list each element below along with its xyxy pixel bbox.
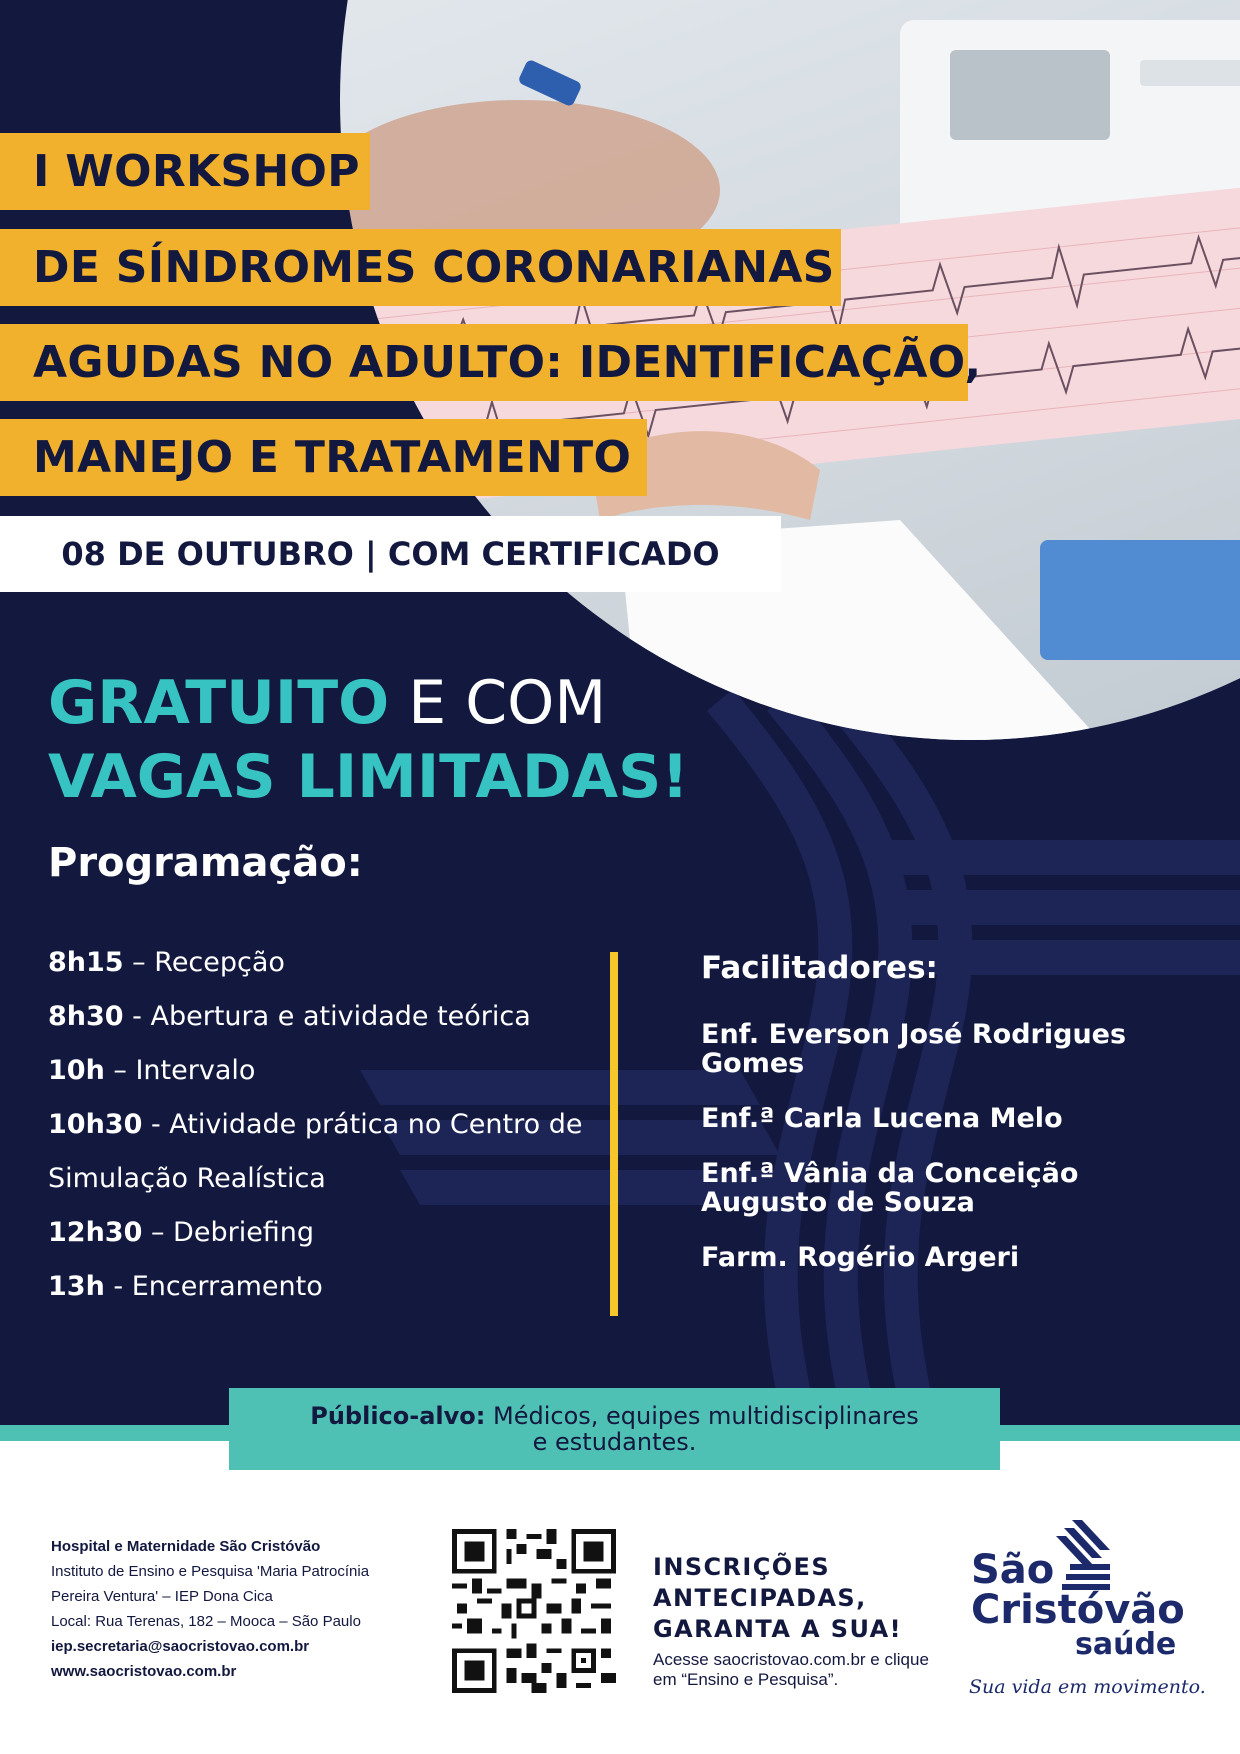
facilitators-title: Facilitadores: <box>701 950 938 986</box>
title-line-3: AGUDAS NO ADULTO: IDENTIFICAÇÃO, <box>0 324 968 401</box>
audience-box <box>229 1388 1000 1470</box>
date-banner: 08 DE OUTUBRO | COM CERTIFICADO <box>0 516 781 592</box>
free-highlight: GRATUITO <box>48 668 390 738</box>
schedule-item: 12h30 – Debriefing <box>48 1217 315 1248</box>
audience-line-1: Público-alvo: Médicos, equipes multidisciplinares <box>310 1402 919 1430</box>
free-headline-line-1 <box>48 668 606 738</box>
facilitator-item: Enf. Everson José Rodrigues Gomes <box>701 1019 1127 1079</box>
facilitator-item: Enf.ª Carla Lucena Melo <box>701 1103 1063 1134</box>
limited-seats-highlight: VAGAS LIMITADAS! <box>48 742 689 812</box>
institution-name: Hospital e Maternidade São Cristóvão <box>51 1538 321 1555</box>
schedule-item: 10h – Intervalo <box>48 1055 256 1086</box>
schedule-item: 13h - Encerramento <box>48 1271 323 1302</box>
schedule-item: 10h30 - Atividade prática no Centro de <box>48 1109 583 1140</box>
schedule-item: Simulação Realística <box>48 1163 326 1194</box>
institute-line: Instituto de Ensino e Pesquisa 'Maria Patrocínia <box>51 1563 370 1580</box>
audience-line-2: e estudantes. <box>532 1428 697 1456</box>
logo-line-1: São <box>971 1547 1055 1593</box>
website-link[interactable]: www.saocristovao.com.br <box>51 1663 237 1680</box>
schedule-item: 8h15 – Recepção <box>48 947 285 978</box>
free-headline-line-2 <box>48 742 689 812</box>
facilitator-item: Enf.ª Vânia da Conceição Augusto de Souza <box>701 1158 1079 1218</box>
free-plain: E COM <box>389 668 607 738</box>
qr-code[interactable] <box>452 1529 616 1693</box>
address: Local: Rua Terenas, 182 – Mooca – São Paulo <box>51 1613 361 1630</box>
title-line-4: MANEJO E TRATAMENTO <box>0 419 647 496</box>
institute-line: Pereira Ventura' – IEP Dona Cica <box>51 1588 273 1605</box>
title-line-2: DE SÍNDROMES CORONARIANAS <box>0 229 841 306</box>
facilitator-item: Farm. Rogério Argeri <box>701 1242 1020 1273</box>
logo-line-2: Cristóvão <box>971 1587 1185 1633</box>
email-link[interactable]: iep.secretaria@saocristovao.com.br <box>51 1638 310 1655</box>
schedule-list <box>48 936 628 1314</box>
title-line-1: I WORKSHOP <box>0 133 370 210</box>
column-divider <box>610 952 618 1316</box>
institution-info <box>51 1534 369 1684</box>
schedule-item: 8h30 - Abertura e atividade teórica <box>48 1001 531 1032</box>
registration-heading: INSCRIÇÕES ANTECIPADAS, GARANTA A SUA! <box>653 1553 902 1643</box>
logo-tagline: Sua vida em movimento. <box>969 1676 1206 1698</box>
logo-line-3: saúde <box>1075 1627 1177 1662</box>
program-title: Programação: <box>48 840 363 886</box>
registration-instructions: Acesse saocristovao.com.br e clique em “Ensino e Pesquisa”. <box>653 1650 929 1689</box>
